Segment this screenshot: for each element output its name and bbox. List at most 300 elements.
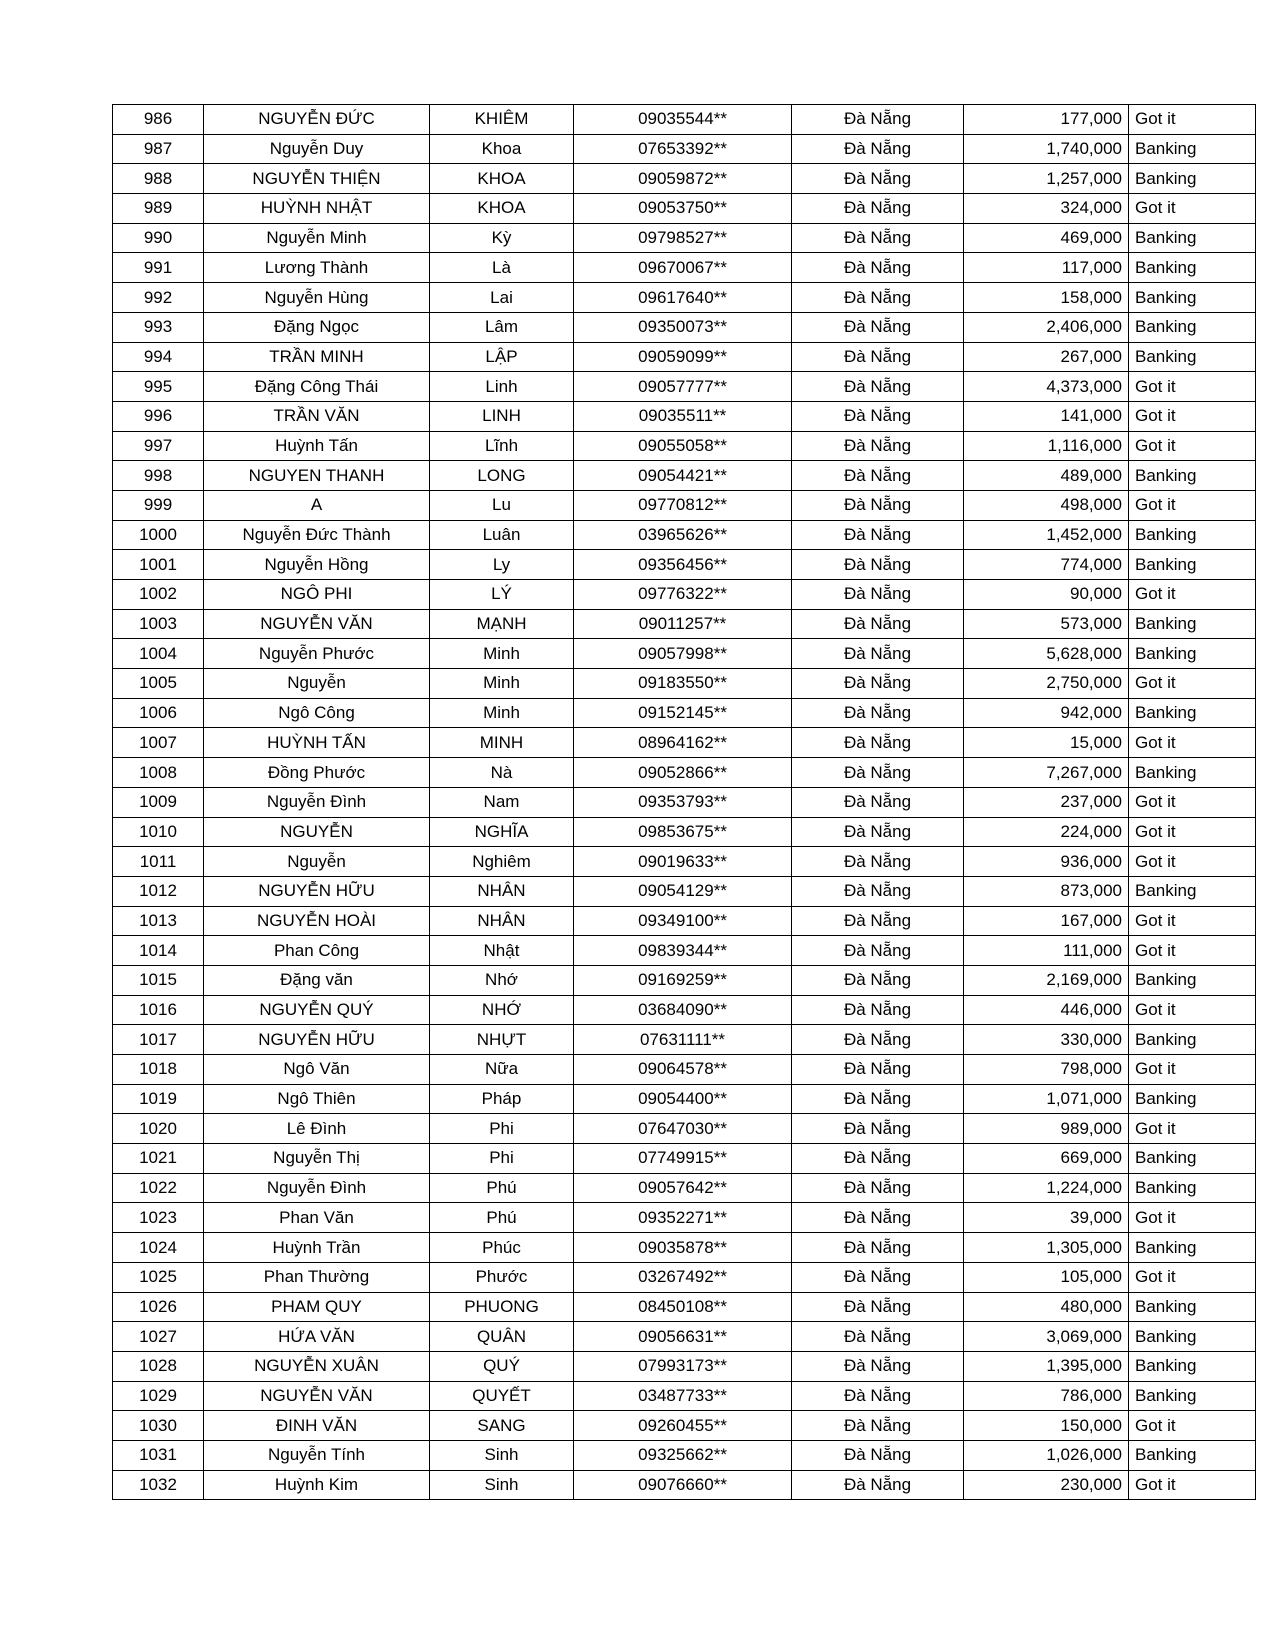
cell-index: 1000 [113, 520, 204, 550]
cell-amount: 111,000 [964, 936, 1129, 966]
cell-city: Đà Nẵng [792, 876, 964, 906]
cell-city: Đà Nẵng [792, 995, 964, 1025]
cell-last-name: KHOA [430, 194, 574, 224]
table-row [113, 787, 1256, 817]
cell-phone: 03487733** [574, 1381, 792, 1411]
table-row [113, 431, 1256, 461]
cell-amount: 798,000 [964, 1055, 1129, 1085]
cell-amount: 330,000 [964, 1025, 1129, 1055]
cell-last-name: Lĩnh [430, 431, 574, 461]
cell-last-name: NGHĨA [430, 817, 574, 847]
cell-last-name: Là [430, 253, 574, 283]
table-row [113, 164, 1256, 194]
cell-phone: 09350073** [574, 312, 792, 342]
table-row [113, 1440, 1256, 1470]
cell-city: Đà Nẵng [792, 105, 964, 135]
table-row [113, 1292, 1256, 1322]
cell-amount: 989,000 [964, 1114, 1129, 1144]
cell-first-name: Nguyễn Hùng [204, 283, 430, 313]
table-row [113, 1084, 1256, 1114]
cell-last-name: Linh [430, 372, 574, 402]
cell-index: 989 [113, 194, 204, 224]
cell-city: Đà Nẵng [792, 728, 964, 758]
cell-city: Đà Nẵng [792, 609, 964, 639]
cell-last-name: Pháp [430, 1084, 574, 1114]
cell-phone: 03684090** [574, 995, 792, 1025]
cell-status: Got it [1129, 1262, 1256, 1292]
cell-amount: 774,000 [964, 550, 1129, 580]
cell-status: Got it [1129, 194, 1256, 224]
table-row [113, 520, 1256, 550]
cell-first-name: Đặng Ngọc [204, 312, 430, 342]
cell-first-name: Nguyễn Hồng [204, 550, 430, 580]
cell-amount: 1,740,000 [964, 134, 1129, 164]
cell-index: 999 [113, 490, 204, 520]
cell-first-name: A [204, 490, 430, 520]
cell-status: Banking [1129, 1144, 1256, 1174]
cell-city: Đà Nẵng [792, 817, 964, 847]
cell-city: Đà Nẵng [792, 253, 964, 283]
table-row [113, 461, 1256, 491]
cell-last-name: PHUONG [430, 1292, 574, 1322]
table-row [113, 223, 1256, 253]
cell-city: Đà Nẵng [792, 1351, 964, 1381]
table-row [113, 1055, 1256, 1085]
cell-amount: 117,000 [964, 253, 1129, 283]
cell-first-name: NGUYỄN XUÂN [204, 1351, 430, 1381]
cell-last-name: Phước [430, 1262, 574, 1292]
table-row [113, 1233, 1256, 1263]
table-row [113, 1351, 1256, 1381]
cell-index: 986 [113, 105, 204, 135]
cell-first-name: NGUYỄN VĂN [204, 1381, 430, 1411]
cell-first-name: Ngô Thiên [204, 1084, 430, 1114]
cell-last-name: Nà [430, 758, 574, 788]
cell-index: 996 [113, 401, 204, 431]
cell-status: Banking [1129, 1233, 1256, 1263]
cell-status: Banking [1129, 520, 1256, 550]
cell-phone: 09839344** [574, 936, 792, 966]
cell-amount: 167,000 [964, 906, 1129, 936]
cell-index: 1021 [113, 1144, 204, 1174]
table-row [113, 728, 1256, 758]
cell-index: 1025 [113, 1262, 204, 1292]
cell-city: Đà Nẵng [792, 1322, 964, 1352]
cell-last-name: Khoa [430, 134, 574, 164]
cell-first-name: NGÔ PHI [204, 580, 430, 610]
cell-phone: 09055058** [574, 431, 792, 461]
cell-first-name: Lê Đình [204, 1114, 430, 1144]
cell-status: Banking [1129, 639, 1256, 669]
cell-first-name: Nguyễn Đình [204, 787, 430, 817]
cell-index: 1020 [113, 1114, 204, 1144]
cell-first-name: Phan Thường [204, 1262, 430, 1292]
cell-index: 1006 [113, 698, 204, 728]
cell-amount: 3,069,000 [964, 1322, 1129, 1352]
cell-first-name: Nguyễn Thị [204, 1144, 430, 1174]
cell-status: Got it [1129, 431, 1256, 461]
cell-first-name: TRẦN VĂN [204, 401, 430, 431]
cell-city: Đà Nẵng [792, 134, 964, 164]
cell-index: 1032 [113, 1470, 204, 1500]
table-row [113, 817, 1256, 847]
records-table [112, 104, 1256, 1500]
cell-last-name: Minh [430, 639, 574, 669]
cell-phone: 03965626** [574, 520, 792, 550]
table-row [113, 1322, 1256, 1352]
cell-amount: 7,267,000 [964, 758, 1129, 788]
cell-status: Got it [1129, 580, 1256, 610]
cell-phone: 09054129** [574, 876, 792, 906]
cell-amount: 1,026,000 [964, 1440, 1129, 1470]
cell-index: 1005 [113, 669, 204, 699]
cell-amount: 237,000 [964, 787, 1129, 817]
cell-amount: 1,452,000 [964, 520, 1129, 550]
cell-status: Banking [1129, 1440, 1256, 1470]
cell-amount: 267,000 [964, 342, 1129, 372]
cell-index: 1002 [113, 580, 204, 610]
cell-status: Banking [1129, 1084, 1256, 1114]
cell-status: Banking [1129, 1322, 1256, 1352]
cell-first-name: Huỳnh Trần [204, 1233, 430, 1263]
cell-last-name: Lai [430, 283, 574, 313]
cell-phone: 09057998** [574, 639, 792, 669]
cell-city: Đà Nẵng [792, 580, 964, 610]
cell-city: Đà Nẵng [792, 164, 964, 194]
table-row [113, 758, 1256, 788]
cell-city: Đà Nẵng [792, 1262, 964, 1292]
cell-phone: 03267492** [574, 1262, 792, 1292]
table-row [113, 312, 1256, 342]
cell-status: Banking [1129, 342, 1256, 372]
cell-amount: 469,000 [964, 223, 1129, 253]
cell-status: Banking [1129, 134, 1256, 164]
cell-last-name: KHIÊM [430, 105, 574, 135]
cell-phone: 09076660** [574, 1470, 792, 1500]
cell-city: Đà Nẵng [792, 1440, 964, 1470]
cell-amount: 158,000 [964, 283, 1129, 313]
table-row [113, 1470, 1256, 1500]
cell-phone: 09059872** [574, 164, 792, 194]
cell-index: 1015 [113, 965, 204, 995]
cell-phone: 07653392** [574, 134, 792, 164]
cell-city: Đà Nẵng [792, 965, 964, 995]
cell-amount: 446,000 [964, 995, 1129, 1025]
table-row [113, 936, 1256, 966]
cell-status: Banking [1129, 1173, 1256, 1203]
cell-status: Banking [1129, 1351, 1256, 1381]
cell-first-name: Đặng Công Thái [204, 372, 430, 402]
cell-first-name: NGUYỄN HỮU [204, 1025, 430, 1055]
cell-index: 1011 [113, 847, 204, 877]
cell-status: Banking [1129, 1025, 1256, 1055]
cell-last-name: Nghiêm [430, 847, 574, 877]
cell-index: 1018 [113, 1055, 204, 1085]
cell-phone: 09770812** [574, 490, 792, 520]
cell-city: Đà Nẵng [792, 1233, 964, 1263]
cell-index: 1013 [113, 906, 204, 936]
cell-amount: 90,000 [964, 580, 1129, 610]
cell-phone: 09349100** [574, 906, 792, 936]
cell-status: Banking [1129, 758, 1256, 788]
cell-phone: 09776322** [574, 580, 792, 610]
cell-index: 992 [113, 283, 204, 313]
cell-city: Đà Nẵng [792, 223, 964, 253]
cell-phone: 09057642** [574, 1173, 792, 1203]
cell-city: Đà Nẵng [792, 194, 964, 224]
cell-last-name: Minh [430, 669, 574, 699]
cell-index: 1024 [113, 1233, 204, 1263]
cell-phone: 07631111** [574, 1025, 792, 1055]
cell-last-name: MINH [430, 728, 574, 758]
table-row [113, 698, 1256, 728]
cell-last-name: NHÂN [430, 876, 574, 906]
cell-index: 991 [113, 253, 204, 283]
cell-amount: 942,000 [964, 698, 1129, 728]
cell-first-name: NGUYỄN [204, 817, 430, 847]
cell-status: Banking [1129, 876, 1256, 906]
cell-first-name: HỨA VĂN [204, 1322, 430, 1352]
cell-phone: 09169259** [574, 965, 792, 995]
cell-first-name: Đồng Phước [204, 758, 430, 788]
cell-first-name: Phan Văn [204, 1203, 430, 1233]
cell-first-name: Nguyễn Minh [204, 223, 430, 253]
cell-last-name: NHỚ [430, 995, 574, 1025]
cell-status: Got it [1129, 669, 1256, 699]
cell-first-name: Đặng văn [204, 965, 430, 995]
cell-first-name: Nguyễn Phước [204, 639, 430, 669]
cell-first-name: Huỳnh Tấn [204, 431, 430, 461]
cell-first-name: NGUYỄN VĂN [204, 609, 430, 639]
cell-phone: 09260455** [574, 1411, 792, 1441]
table-row [113, 134, 1256, 164]
cell-index: 1030 [113, 1411, 204, 1441]
cell-city: Đà Nẵng [792, 1025, 964, 1055]
cell-amount: 480,000 [964, 1292, 1129, 1322]
cell-status: Banking [1129, 1381, 1256, 1411]
table-row [113, 847, 1256, 877]
cell-status: Banking [1129, 223, 1256, 253]
cell-status: Got it [1129, 1203, 1256, 1233]
cell-status: Got it [1129, 787, 1256, 817]
cell-index: 995 [113, 372, 204, 402]
table-row [113, 1381, 1256, 1411]
table-row [113, 965, 1256, 995]
cell-status: Banking [1129, 283, 1256, 313]
cell-last-name: LẬP [430, 342, 574, 372]
table-row [113, 490, 1256, 520]
cell-last-name: Phú [430, 1203, 574, 1233]
cell-amount: 1,395,000 [964, 1351, 1129, 1381]
cell-index: 994 [113, 342, 204, 372]
cell-phone: 07993173** [574, 1351, 792, 1381]
cell-status: Got it [1129, 1055, 1256, 1085]
cell-phone: 09798527** [574, 223, 792, 253]
cell-city: Đà Nẵng [792, 936, 964, 966]
cell-phone: 09011257** [574, 609, 792, 639]
cell-phone: 07749915** [574, 1144, 792, 1174]
cell-amount: 489,000 [964, 461, 1129, 491]
cell-phone: 09352271** [574, 1203, 792, 1233]
cell-status: Got it [1129, 906, 1256, 936]
cell-amount: 2,406,000 [964, 312, 1129, 342]
table-row [113, 105, 1256, 135]
cell-status: Banking [1129, 550, 1256, 580]
cell-city: Đà Nẵng [792, 698, 964, 728]
data-table-container [112, 104, 1197, 1500]
cell-city: Đà Nẵng [792, 847, 964, 877]
table-row [113, 906, 1256, 936]
cell-status: Got it [1129, 1411, 1256, 1441]
cell-index: 993 [113, 312, 204, 342]
cell-first-name: Nguyễn [204, 669, 430, 699]
table-row [113, 580, 1256, 610]
cell-phone: 09325662** [574, 1440, 792, 1470]
cell-last-name: LONG [430, 461, 574, 491]
cell-phone: 09054421** [574, 461, 792, 491]
cell-city: Đà Nẵng [792, 1144, 964, 1174]
cell-amount: 141,000 [964, 401, 1129, 431]
cell-last-name: Lâm [430, 312, 574, 342]
cell-amount: 39,000 [964, 1203, 1129, 1233]
cell-status: Got it [1129, 728, 1256, 758]
cell-last-name: LINH [430, 401, 574, 431]
cell-city: Đà Nẵng [792, 1292, 964, 1322]
cell-amount: 2,169,000 [964, 965, 1129, 995]
cell-first-name: NGUYỄN THIỆN [204, 164, 430, 194]
cell-status: Banking [1129, 461, 1256, 491]
cell-last-name: Minh [430, 698, 574, 728]
cell-first-name: ĐINH VĂN [204, 1411, 430, 1441]
cell-phone: 09617640** [574, 283, 792, 313]
cell-first-name: NGUYỄN QUÝ [204, 995, 430, 1025]
table-row [113, 342, 1256, 372]
cell-first-name: Lương Thành [204, 253, 430, 283]
cell-first-name: NGUYỄN HOÀI [204, 906, 430, 936]
cell-amount: 2,750,000 [964, 669, 1129, 699]
cell-last-name: SANG [430, 1411, 574, 1441]
cell-phone: 09064578** [574, 1055, 792, 1085]
cell-amount: 873,000 [964, 876, 1129, 906]
cell-index: 1029 [113, 1381, 204, 1411]
cell-phone: 09353793** [574, 787, 792, 817]
cell-city: Đà Nẵng [792, 312, 964, 342]
cell-first-name: Nguyễn Duy [204, 134, 430, 164]
cell-phone: 09035511** [574, 401, 792, 431]
cell-phone: 09056631** [574, 1322, 792, 1352]
cell-city: Đà Nẵng [792, 401, 964, 431]
cell-amount: 224,000 [964, 817, 1129, 847]
cell-last-name: Sinh [430, 1470, 574, 1500]
cell-first-name: NGUYỄN ĐỨC [204, 105, 430, 135]
cell-first-name: Nguyễn Đình [204, 1173, 430, 1203]
cell-first-name: Phan Công [204, 936, 430, 966]
cell-amount: 498,000 [964, 490, 1129, 520]
table-row [113, 609, 1256, 639]
cell-status: Banking [1129, 164, 1256, 194]
cell-phone: 08450108** [574, 1292, 792, 1322]
cell-city: Đà Nẵng [792, 342, 964, 372]
cell-index: 988 [113, 164, 204, 194]
cell-last-name: Nhật [430, 936, 574, 966]
cell-amount: 1,305,000 [964, 1233, 1129, 1263]
cell-index: 1022 [113, 1173, 204, 1203]
cell-amount: 5,628,000 [964, 639, 1129, 669]
cell-last-name: Phú [430, 1173, 574, 1203]
table-row [113, 1114, 1256, 1144]
cell-phone: 09183550** [574, 669, 792, 699]
table-row [113, 1173, 1256, 1203]
cell-phone: 09054400** [574, 1084, 792, 1114]
cell-index: 1010 [113, 817, 204, 847]
cell-last-name: MẠNH [430, 609, 574, 639]
cell-amount: 15,000 [964, 728, 1129, 758]
cell-last-name: Ly [430, 550, 574, 580]
cell-amount: 4,373,000 [964, 372, 1129, 402]
cell-amount: 230,000 [964, 1470, 1129, 1500]
cell-city: Đà Nẵng [792, 461, 964, 491]
cell-city: Đà Nẵng [792, 639, 964, 669]
cell-index: 1026 [113, 1292, 204, 1322]
cell-last-name: NHÂN [430, 906, 574, 936]
cell-status: Got it [1129, 847, 1256, 877]
cell-city: Đà Nẵng [792, 1470, 964, 1500]
cell-amount: 669,000 [964, 1144, 1129, 1174]
cell-last-name: Kỳ [430, 223, 574, 253]
cell-amount: 573,000 [964, 609, 1129, 639]
cell-phone: 08964162** [574, 728, 792, 758]
cell-status: Got it [1129, 372, 1256, 402]
cell-status: Banking [1129, 253, 1256, 283]
cell-last-name: QUÂN [430, 1322, 574, 1352]
cell-phone: 09059099** [574, 342, 792, 372]
cell-last-name: QUÝ [430, 1351, 574, 1381]
cell-amount: 177,000 [964, 105, 1129, 135]
cell-last-name: Phi [430, 1114, 574, 1144]
cell-index: 1003 [113, 609, 204, 639]
cell-city: Đà Nẵng [792, 372, 964, 402]
cell-amount: 1,257,000 [964, 164, 1129, 194]
cell-status: Got it [1129, 817, 1256, 847]
cell-index: 1028 [113, 1351, 204, 1381]
cell-last-name: QUYẾT [430, 1381, 574, 1411]
table-row [113, 1144, 1256, 1174]
cell-index: 1017 [113, 1025, 204, 1055]
cell-status: Got it [1129, 1470, 1256, 1500]
cell-index: 1007 [113, 728, 204, 758]
cell-amount: 150,000 [964, 1411, 1129, 1441]
cell-last-name: LÝ [430, 580, 574, 610]
cell-city: Đà Nẵng [792, 1173, 964, 1203]
cell-status: Banking [1129, 965, 1256, 995]
cell-city: Đà Nẵng [792, 431, 964, 461]
cell-city: Đà Nẵng [792, 906, 964, 936]
cell-first-name: Ngô Công [204, 698, 430, 728]
cell-index: 1014 [113, 936, 204, 966]
cell-index: 987 [113, 134, 204, 164]
table-row [113, 995, 1256, 1025]
cell-last-name: Lu [430, 490, 574, 520]
cell-status: Banking [1129, 312, 1256, 342]
cell-phone: 09670067** [574, 253, 792, 283]
cell-status: Got it [1129, 401, 1256, 431]
cell-first-name: TRẦN MINH [204, 342, 430, 372]
cell-last-name: NHỰT [430, 1025, 574, 1055]
cell-first-name: PHAM QUY [204, 1292, 430, 1322]
cell-amount: 105,000 [964, 1262, 1129, 1292]
cell-phone: 09152145** [574, 698, 792, 728]
cell-status: Banking [1129, 698, 1256, 728]
